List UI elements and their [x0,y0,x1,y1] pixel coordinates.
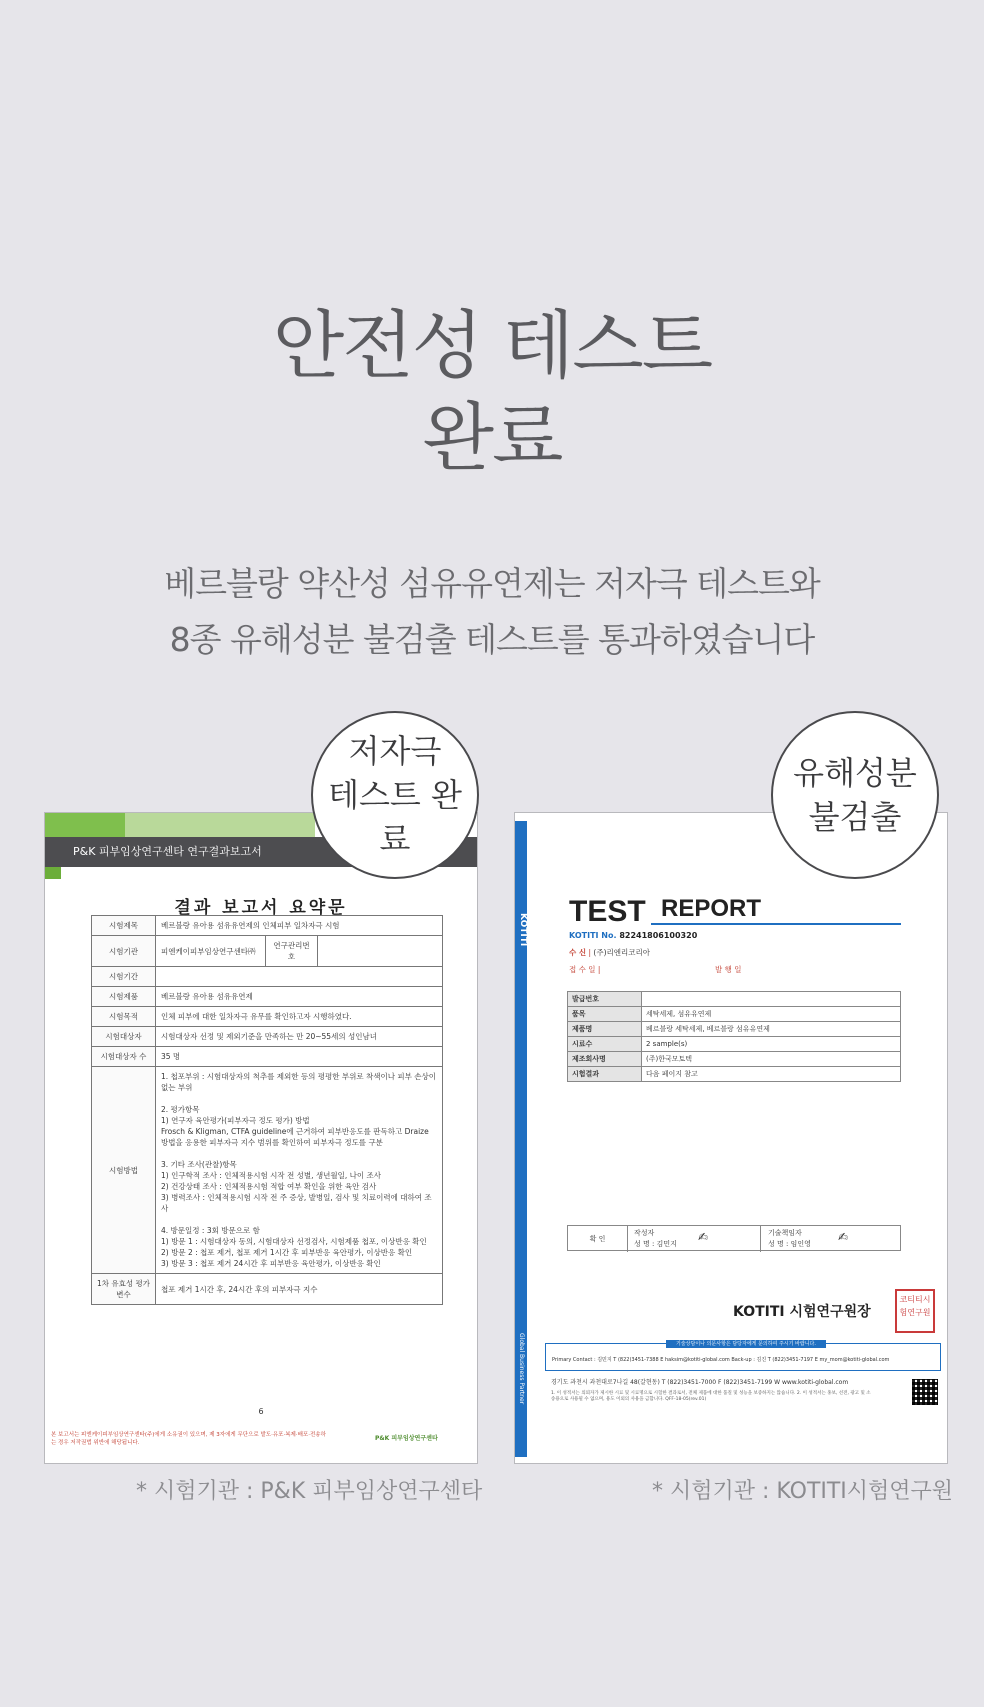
table-key: 시험기간 [92,967,156,987]
page-title-line2: 완료 [422,395,562,481]
caption-kotiti: * 시험기관 : KOTITI시험연구원 [652,1479,954,1504]
caption-pk: * 시험기관 : P&K 피부임상연구센타 [136,1479,483,1504]
kotiti-recipient: 수 신 | (주)리엔리코리아 [569,948,650,957]
table-key: 발급번호 [568,992,642,1007]
kotiti-number [569,931,697,940]
sign-tech-name: 성 명 : 임인영 [768,1240,811,1248]
badge-right-line1: 유해성분 [793,754,917,792]
table-row [92,1007,443,1027]
table-key: 시험제목 [92,916,156,936]
table-value [156,967,443,987]
writer-signature-icon: ✍ [698,1230,709,1244]
table-key: 1차 유효성 평가 변수 [92,1274,156,1305]
table-row [92,1067,443,1274]
table-value: 세탁세제, 섬유유연제 [642,1007,901,1022]
table-value [642,992,901,1007]
table-value: (주)한국모토텍 [642,1052,901,1067]
table-key: 시험방법 [92,1067,156,1274]
table-key: 제품명 [568,1022,642,1037]
pk-footnote: 본 보고서는 피엔케이피부임상연구센타(주)에게 소유권이 있으며, 제 3자에게 무단으로 발도·유포·복제·배포·전송하는 경우 저작권법 위반에 해당됩니다. [51,1432,326,1446]
sign-divider [760,1226,761,1252]
table-row [92,967,443,987]
method-text: 1. 첩포부위 : 시험대상자의 척추를 제외한 등의 평평한 부위로 착색이나 피부 손상이 없는 부위 2. 평가항목 1) 연구자 육안평가(피부자극 정도 평가) 방법 Frosch & Kligman, CTFA guideline에 근거하여 피부반응도를 판독하고 Draize 방법을 응용한 피부자극 지수 범위를 확인하여 피부자극 정도를 구분 3. 기타 조사(관찰)항목 1) 인구학적 조사 : 인체적용시험 시작 전 성별, 생년월일, 나이 조사 2) 건강상태 조사 : 인체적용시험 적합 여부 확인을 위한 육안 검사 3) 병력조사 : 인체적용시험 시작 전 주 증상, 발병일, 검사 및 치료이력에 대하여 조사 4. 방문일정 : 3회 방문으로 함 1) 방문 1 : 시험대상자 동의, 시험대상자 선정검사, 시험제품 첩포, 이상반응 확인 2) 방문 2 : 첩포 제거, 첩포 제거 1시간 후 피부반응 육안평가, 이상반응 확인 3) 방문 3 : 첩포 제거 24시간 후 피부반응 육안평가, 이상반응 확인 [156,1067,443,1274]
table-value: 첩포 제거 1시간 후, 24시간 후의 피부자극 지수 [156,1274,443,1305]
page-title-line1: 안전성 테스트 [272,303,712,389]
kotiti-contact-line: Primary Contact : 김민지 T (822)3451-7388 E haksim@kotiti-global.com Back-up : 김진 T (822)3451-7197 E my_mom@kotiti-global.com [552,1357,890,1363]
table-value: 피엔케이피부임상연구센타㈜ [156,936,266,967]
table-row [568,1067,901,1082]
kotiti-address: 경기도 과천시 과천대로7나길 48(갈현동) T (822)3451-7000 F (822)3451-7199 W www.kotiti-global.com [551,1379,849,1386]
badge-no-harmful [771,711,939,879]
sign-tech-label: 기술책임자 [768,1229,802,1237]
kotiti-title-rule [651,923,901,925]
kotiti-issue-date-label: 발 행 일 [715,965,742,974]
pk-summary-table [91,915,443,1305]
kotiti-number-value: 82241806100320 [619,931,698,940]
table-key: 시험대상자 수 [92,1047,156,1067]
page-number: 6 [258,1407,264,1416]
table-key: 시험결과 [568,1067,642,1082]
sign-confirm: 확 인 [568,1226,628,1252]
subtitle-line1: 베르블랑 약산성 섬유유연제는 저자극 테스트와 [164,564,820,603]
kotiti-side-tagline: Global Business Partner [518,1333,525,1405]
table-key: 시험제품 [92,987,156,1007]
kotiti-chief: KOTITI 시험연구원장 [733,1304,871,1320]
kotiti-seal-icon: 코티티시험연구원 [895,1289,935,1333]
page-subtitle [0,556,984,668]
page-title [0,300,984,484]
table-row [92,916,443,936]
table-value: 베르블랑 세탁세제, 베르블랑 섬유유연제 [642,1022,901,1037]
table-value: 다음 페이지 참고 [642,1067,901,1082]
table-key: 품목 [568,1007,642,1022]
table-value [318,936,443,967]
pk-report-title: 결과 보고서 요약문 [174,898,348,918]
badge-left-line2: 테스트 완료 [328,776,462,858]
pk-logo: P&K 피부임상연구센타 [375,1435,438,1442]
kotiti-recipient-value: (주)리엔리코리아 [593,948,650,957]
badge-right-line2: 불검출 [808,798,902,836]
kotiti-fineprint: 1. 이 성적서는 의뢰자가 제시한 시료 및 시료명으로 시험한 결과로서, 전체 제품에 대한 품질 및 성능을 보증하지는 않습니다. 2. 이 성적서는 홍보, 선전, 광고 및 소송용으로 사용될 수 없으며, 용도 이외의 사용을 금합니다. QFF-18-05(rev.01) [551,1391,871,1402]
table-key: 제조회사명 [568,1052,642,1067]
tech-signature-icon: ✍ [838,1230,849,1244]
sign-writer-label: 작성자 [634,1229,655,1237]
badge-low-irritation [311,711,479,879]
table-key: 시험기관 [92,936,156,967]
subtitle-line2: 8종 유해성분 불검출 테스트를 통과하였습니다 [169,620,815,659]
table-row [92,1027,443,1047]
table-value: 베르블랑 유아용 섬유유연제의 인체피부 일차자극 시험 [156,916,443,936]
kotiti-side-brand: KOTITI [518,913,528,947]
kotiti-number-label: KOTITI No. [569,931,617,940]
pk-header-accent [45,867,61,879]
kotiti-contact-title: 기술상담이나 의문사항은 담당자에게 문의하여 주시기 바랍니다. [666,1340,826,1348]
kotiti-dates: 접 수 일 | 발 행 일 [569,965,742,974]
kotiti-report-document [514,812,948,1464]
badge-left-line1: 저자극 [348,732,442,770]
pk-header-bar: P&K 피부임상연구센타 연구결과보고서 [45,837,477,867]
table-row [568,992,901,1007]
table-value: 35 명 [156,1047,443,1067]
kotiti-title-test: TEST [569,895,646,928]
table-row [92,1047,443,1067]
kotiti-contact-box [545,1343,941,1371]
table-key: 연구관리번호 [266,936,318,967]
table-key: 시료수 [568,1037,642,1052]
table-row [92,987,443,1007]
table-row [568,1007,901,1022]
pk-report-document [44,812,478,1464]
table-row [568,1022,901,1037]
sign-writer-name: 성 명 : 김민지 [634,1240,677,1248]
kotiti-signature-box [567,1225,901,1251]
kotiti-title-report: REPORT [661,895,762,922]
table-row [92,936,443,967]
table-key: 시험대상자 [92,1027,156,1047]
table-row [92,1274,443,1305]
table-value: 시험대상자 선정 및 제외기준을 만족하는 만 20~55세의 성인남녀 [156,1027,443,1047]
table-value: 인체 피부에 대한 일차자극 유무를 확인하고자 시행하였다. [156,1007,443,1027]
pk-header-green-dark [45,813,125,837]
table-value: 베르블랑 유아용 섬유유연제 [156,987,443,1007]
kotiti-received-date-label: 접 수 일 [569,965,596,974]
kotiti-recipient-label: 수 신 [569,948,587,957]
kotiti-info-table [567,991,901,1082]
table-row [568,1037,901,1052]
table-key: 시험목적 [92,1007,156,1027]
qr-code-icon [912,1379,938,1405]
table-value: 2 sample(s) [642,1037,901,1052]
table-row [568,1052,901,1067]
